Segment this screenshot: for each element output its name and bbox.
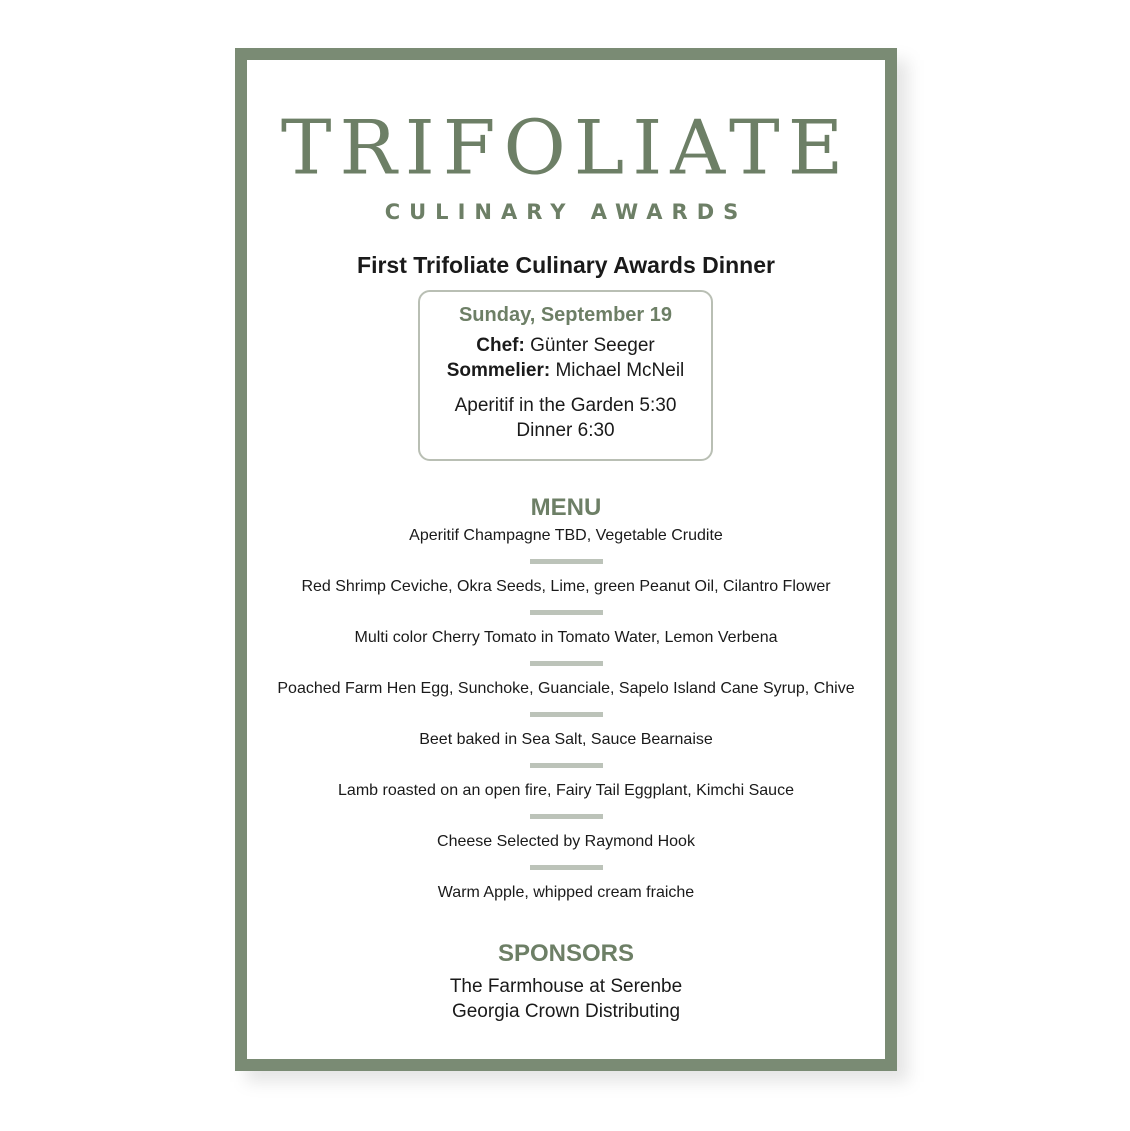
- sponsors-heading: SPONSORS: [497, 940, 635, 967]
- sommelier-name: Michael McNeil: [555, 360, 685, 381]
- menu-card: [235, 48, 897, 1071]
- menu-divider: [530, 865, 603, 870]
- chef-line: [420, 333, 711, 358]
- menu-item: Lamb roasted on an open fire, Fairy Tail Eggplant, Kimchi Sauce: [338, 782, 794, 799]
- chef-name: Günter Seeger: [530, 335, 655, 356]
- menu-divider: [530, 763, 603, 768]
- menu-divider: [530, 559, 603, 564]
- menu-item: Red Shrimp Ceviche, Okra Seeds, Lime, green Peanut Oil, Cilantro Flower: [301, 578, 831, 595]
- sponsor-item: Georgia Crown Distributing: [451, 1001, 681, 1022]
- menu-item: Beet baked in Sea Salt, Sauce Bearnaise: [419, 731, 713, 748]
- menu-list: [247, 525, 885, 904]
- menu-heading: MENU: [530, 494, 602, 521]
- menu-item: Warm Apple, whipped cream fraiche: [437, 884, 695, 901]
- menu-item: Poached Farm Hen Egg, Sunchoke, Guanciale, Sapelo Island Cane Syrup, Chive: [277, 680, 855, 697]
- menu-item: Cheese Selected by Raymond Hook: [437, 833, 695, 850]
- sommelier-label: Sommelier:: [446, 360, 551, 381]
- event-info-box: [418, 290, 713, 461]
- event-title: First Trifoliate Culinary Awards Dinner: [357, 252, 775, 278]
- menu-item: Multi color Cherry Tomato in Tomato Water, Lemon Verbena: [354, 629, 778, 646]
- chef-label: Chef:: [476, 335, 525, 356]
- logo-subtitle: CULINARY AWARDS: [384, 200, 748, 224]
- menu-divider: [530, 610, 603, 615]
- sponsors-list: [247, 974, 885, 1024]
- menu-card-inner: [247, 60, 885, 1059]
- dinner-time: Dinner 6:30: [516, 420, 615, 441]
- sommelier-line: [420, 358, 711, 383]
- event-date: Sunday, September 19: [458, 304, 673, 326]
- menu-item: Aperitif Champagne TBD, Vegetable Crudite: [409, 527, 723, 544]
- aperitif-time: Aperitif in the Garden 5:30: [454, 395, 677, 416]
- menu-divider: [530, 814, 603, 819]
- sponsor-item: The Farmhouse at Serenbe: [449, 976, 683, 997]
- menu-divider: [530, 661, 603, 666]
- menu-divider: [530, 712, 603, 717]
- logo-wordmark: TRIFOLIATE: [280, 103, 852, 192]
- spacer: [420, 383, 711, 393]
